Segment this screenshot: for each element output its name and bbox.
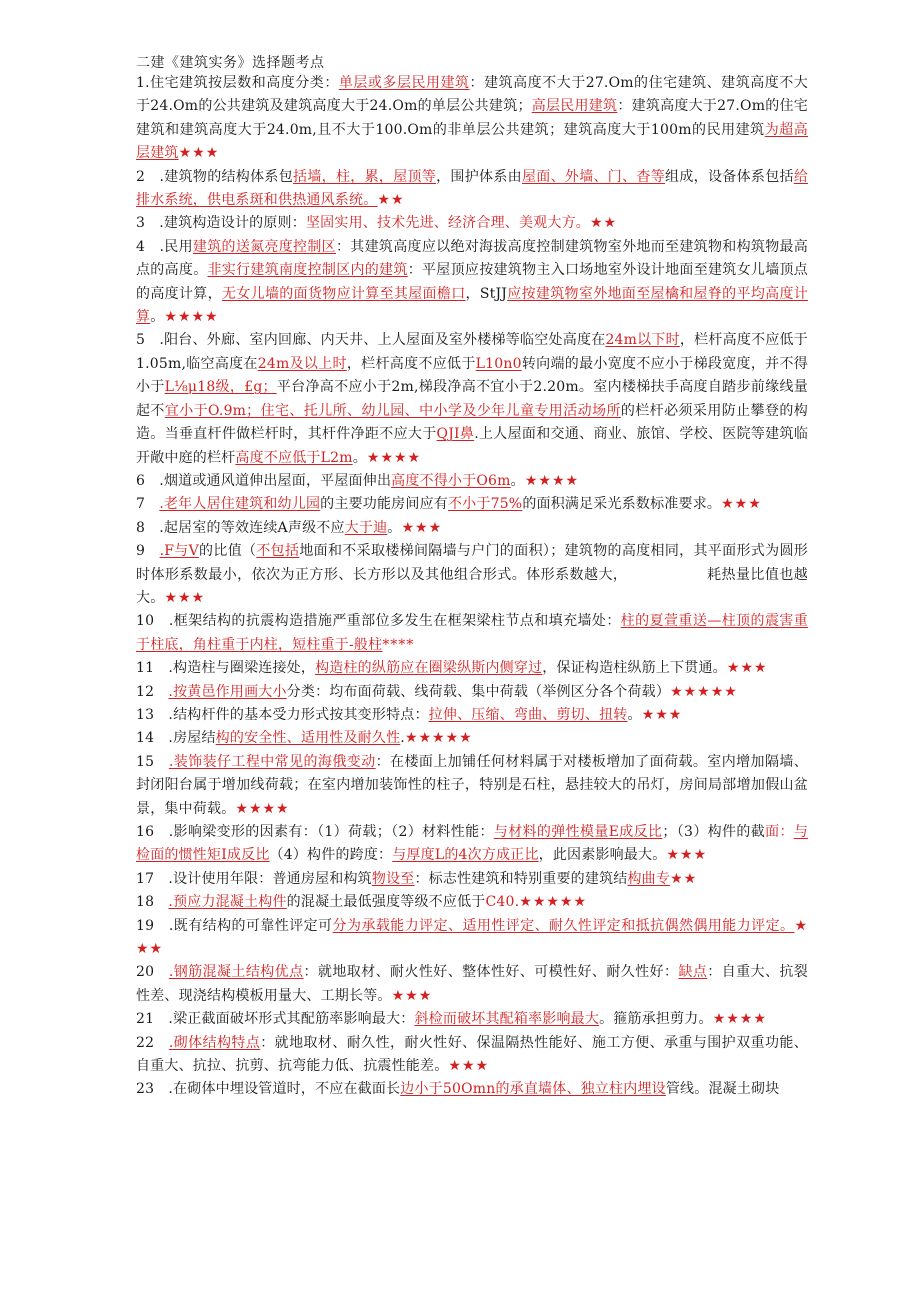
item-4 [136,236,808,330]
importance-stars: ★★★★★ [519,894,588,911]
key-point-text: 高层民用建筑 [531,98,618,115]
body-text: ：建筑高度不大于27.Om的住宅建筑、建筑高度不大于24.Om的公共建筑及建筑高度大于24.Om的单层公共建筑； [136,75,808,115]
item-22 [136,1032,808,1079]
key-point-text: 高度不应低于L2m [235,449,353,466]
key-point-text: 给排水系统，供电系斑和供热通风系统。 [136,168,809,209]
key-point-text: 为超高层建筑 [136,121,808,162]
key-point-text: 24m以下时 [605,332,680,349]
item-21 [136,1008,808,1031]
importance-stars: ★★★★ [235,800,290,817]
key-point-text: 斜检而破坏其配箱率影响最大 [414,1011,600,1028]
importance-stars: ★★★ [666,847,708,864]
body-text: 平台净高不应小于2m,梯段净高不宜小于2.20m。室内楼梯扶手高度自踏步前缘线量起不 [136,379,809,419]
body-text: 转向端的最小宽度不应小于梯段宽度，并不得小于 [136,355,808,396]
item-list [136,72,808,1102]
importance-stars: ★★★★ [164,309,219,326]
item-6 [136,470,808,493]
body-text: .上人屋面和交通、商业、旅馆、学校、医院等建筑临开敞中庭的栏杆 [136,426,809,466]
body-text: 的比值（ [198,543,257,560]
body-text: ：就地取材、耐久性，耐火性好、保温隔热性能好、施工方便、承重与围护双重功能、自重大、抗拉、抗剪、抗弯能力低、抗震性能差。 [136,1034,808,1075]
key-point-text: 构造柱的纵筋应在圈梁纵斯内侧穿过 [315,660,543,677]
body-text: 3 .建筑构造设计的原则： [136,215,306,232]
key-point-text: 构的安全性、适用性及耐久性 [215,730,401,747]
body-text: ：在楼面上加铺任何材料属于对楼板增加了面荷载。室内增加隔墙、封闭阳台属于增加线荷载；在室内增加装饰性的柱子，特别是石柱，悬挂较大的吊灯，房间局部增加假山盆景，集中荷载。 [136,753,809,817]
highlight-text: 面： [765,824,794,840]
importance-stars: ★★★ [391,987,433,1004]
body-text: 地面和不采取楼梯间隔墙与户门的面积）；建筑物的高度相同，其平面形式为圆形时体形系数最小，依次为正方形、长方形以及其他组合形式。体形系数越大， 耗热量比值也越大。 [136,543,808,606]
item-10 [136,610,808,657]
key-point-text: 拉伸、压缩、弯曲、剪切、扭转 [428,706,628,723]
importance-stars: ★★★★ [712,1011,767,1028]
key-point-text: .砌体结构特点 [168,1034,261,1051]
importance-stars: ★★★ [721,496,762,513]
body-text: ，栏杆高度不应低于1.05m,临空高度在 [136,332,808,372]
key-point-text: 大于迪 [344,519,388,536]
item-8 [136,517,808,540]
item-12 [136,681,808,704]
key-point-text: 分为承载能力评定、适用性评定、耐久性评定和抵抗偶然偶用能力评定。 [332,917,795,934]
body-text: . [400,730,405,747]
importance-stars: ★★★ [641,706,683,723]
item-20 [136,961,808,1008]
highlight-text: 坚固实用、技术先进、经济合理、美观大方。 [305,215,590,232]
body-text: ，保证构造柱纵筋上下贯通。 [542,660,727,677]
body-text: 13 .结构杆件的基本受力形式按其变形特点： [136,706,429,723]
body-text: 14 .房屋结 [136,730,216,747]
importance-stars: ★★★★★ [404,730,473,747]
body-text: 7 [136,496,160,513]
item-13 [136,704,808,727]
item-1 [136,72,808,166]
key-point-text: QJI鼻 [436,426,475,443]
key-point-text: L10n0 [475,355,522,372]
item-23 [136,1078,808,1101]
body-text: ，此因素影响最大。 [538,847,667,864]
body-text: 23 .在砌体中埋设管道时，不应在截面长 [136,1081,401,1098]
key-point-text: 应按建筑物室外地面至屋檎和屋脊的平均高度计算 [136,285,808,326]
item-17 [136,868,808,891]
body-text: 18 [136,894,169,911]
key-point-text: 构曲专 [627,870,671,887]
body-text: 。 [352,449,367,466]
item-14 [136,727,808,750]
body-text: 8 .起居室的等效连续A声级不应 [136,519,345,536]
item-15 [136,751,808,821]
item-7 [136,493,808,516]
item-11 [136,657,808,680]
item-2 [136,166,808,213]
body-text: 的栏杆必须采用防止攀登的构造。当垂直杆件做栏杆时，其杆件净距不应大于 [136,402,808,443]
body-text: 的混凝土最低强度等级不应低于 [286,894,486,911]
importance-stars: ★★ [670,870,698,887]
body-text: ：建筑高度大于27.Om的住宅建筑和建筑高度大于24.0m,且不大于100.Om的非单层公共建筑；建筑高度大于100m的民用建筑 [136,98,808,138]
body-text: ；（3）构件的截 [662,824,766,840]
importance-stars: ★★★ [178,145,220,162]
key-point-text: 无女儿墙的面货物应计算至其屋面檐口 [221,285,466,302]
body-text: 。 [150,309,165,326]
importance-stars: ★★ [377,192,405,209]
importance-stars: ★★★ [401,519,443,536]
body-text: ：标志性建筑和特别重要的建筑结 [414,870,628,887]
importance-stars: ★★★ [164,589,206,606]
key-point-text: .钢筋混凝土结构优点 [168,964,304,981]
key-point-text: .装饰装仔工程中常见的海俄变动 [168,753,376,770]
importance-stars: ★★★ [448,1058,490,1075]
body-text: 的面积满足采光系数标准要求。 [522,496,722,513]
body-text: 6 .烟道或通风道伸出屋面，平屋面伸出 [136,472,392,489]
body-text: 管线。混凝土砌块 [665,1081,780,1098]
body-text: ，栏杆高度不应低于 [346,355,476,372]
body-text: ：其建筑高度应以绝对海拔高度控制建筑物室外地而至建筑物和构筑物最高点的高度。 [136,238,809,279]
importance-stars: ★★ [589,215,618,232]
body-text: 9 [136,543,160,560]
body-text: 21 .梁正截面破坏形式其配筋率影响最大： [136,1011,415,1028]
body-text: （4）构件的跨度： [269,847,393,864]
key-point-text: 宜小于O.9m；住宅、托儿所、幼儿园、中小学及少年儿童专用活动场所 [164,402,621,419]
key-point-text: .F与V [159,543,199,560]
body-text: 。 [510,472,525,489]
key-point-text: 屋面、外墙、门、杳等 [521,168,666,185]
body-text: 。箍筋承担剪力。 [599,1011,713,1028]
body-text: 5 .阳台、外廊、室内回廊、内天井、上人屋面及室外楼梯等临空处高度在 [136,332,606,349]
key-point-text: 与材料的弹性模量E成反比 [493,824,663,840]
body-text: 10 .框架结构的抗震构造措施严重部位多发生在框架梁柱节点和填充墙处： [136,613,621,630]
key-point-text: 不包括 [256,543,300,560]
key-point-text: 柱的夏萱重送—柱顶的震害重于柱底，角柱重于内柱，短柱重于-般柱 [136,613,808,653]
body-text: 的主要功能房间应有 [320,496,448,513]
key-point-text: 24m及以上时 [257,355,347,372]
importance-stars: ★★★ [136,917,808,958]
body-text: 4 .民用 [136,238,193,255]
body-text: 组成，设备体系包括 [665,168,794,185]
body-text: ，StJJ [465,285,508,302]
item-18 [136,891,808,914]
key-point-text: .老年人居住建筑和幼儿园 [159,496,321,513]
key-point-text: 非实行建筑南度控制区内的建筑 [207,262,408,279]
body-text: 。 [627,706,642,723]
key-point-text: 与检面的惯性矩I成反比 [136,824,809,864]
body-text: 1.住宅建筑按层数和高度分类： [136,75,339,91]
key-point-text: 括墙，柱，累，屋顶等 [293,168,437,185]
item-5 [136,329,808,469]
key-point-text: 不小于75% [447,496,523,513]
importance-stars: ★★★★ [366,449,422,466]
body-text: 15 [136,753,169,770]
key-point-text: 高度不得小于O6m [391,472,511,489]
importance-stars: ★★★★★ [670,683,738,700]
body-text: 11 .构造柱与圈梁连接处， [136,660,316,677]
body-text: ：自重大、抗裂性差、现浇结构模板用量大、工期长等。 [136,964,808,1004]
key-point-text: 缺点 [678,964,708,981]
key-point-text: .按黄邑作用画大小 [168,683,287,700]
key-point-text: 建筑的送氮亮度控制区 [192,238,336,255]
key-point-text: L⅛μ18级，£g； [164,379,277,396]
body-text: 16 .影响梁变形的因素有：（1）荷载；（2）材料性能： [136,824,494,840]
importance-stars: **** [382,636,415,653]
body-text: 12 [136,683,169,700]
key-point-text: 物设至 [371,870,415,887]
key-point-text: .预应力混凝土构件 [168,894,287,911]
item-9 [136,540,808,610]
item-19 [136,915,808,962]
body-text: 。 [387,519,402,536]
body-text: 19 .既有结构的可靠性评定可 [136,917,333,934]
key-point-text: 边小于50Omn的承直墙体、独立柱内埋设 [400,1081,666,1098]
body-text: ，围护体系由 [436,168,522,185]
body-text: ：就地取材、耐火性好、整体性好、可模性好、耐久性好： [303,964,679,981]
body-text: 2 .建筑物的结构体系包 [136,168,294,185]
body-text: 22 [136,1034,169,1051]
key-point-text: 与厚度L的4次方成正比 [392,847,539,864]
importance-stars: ★★★ [726,660,768,677]
body-text: 20 [136,964,169,981]
body-text: 分类：均布面荷载、线荷载、集中荷载（举例区分各个荷载） [286,683,671,700]
highlight-text: C40. [485,894,520,911]
key-point-text: 单层或多层民用建筑 [338,75,470,91]
document-title: 二建《建筑实务》选择题考点 [136,55,325,71]
body-text: 17 .设计使用年限：普通房屋和构筑 [136,870,372,887]
item-3 [136,212,808,235]
body-text: ：平屋顶应按建筑物主入口场地室外设计地面至建筑女儿墙顶点的高度计算， [136,262,808,302]
importance-stars: ★★★★ [524,472,580,489]
item-16 [136,821,808,868]
